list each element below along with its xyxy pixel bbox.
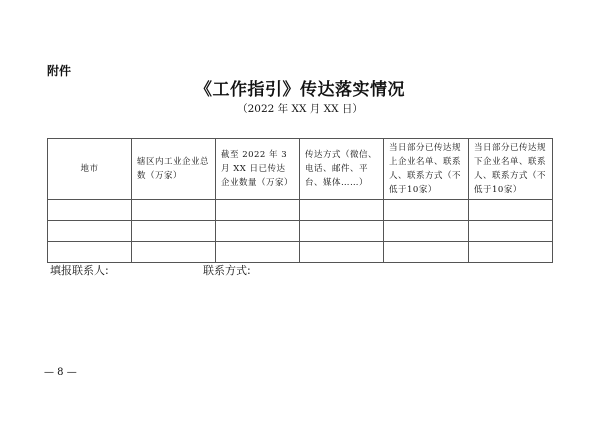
header-below-scale-list: 当日部分已传达规下企业名单、联系人、联系方式（不低于10家）: [469, 139, 553, 200]
table-cell: [469, 242, 553, 263]
table-cell: [216, 242, 300, 263]
table-cell: [48, 221, 132, 242]
header-total-enterprises: 辖区内工业企业总数（万家）: [132, 139, 216, 200]
table-cell: [469, 221, 553, 242]
table-cell: [384, 221, 469, 242]
page-number: — 8 —: [44, 367, 77, 378]
table-cell: [132, 221, 216, 242]
report-table: [47, 138, 553, 263]
header-notify-method: 传达方式（微信、电话、邮件、平台、媒体……）: [300, 139, 384, 200]
table-cell: [216, 221, 300, 242]
table-cell: [300, 221, 384, 242]
table-cell: [300, 242, 384, 263]
table-cell: [48, 242, 132, 263]
table-cell: [216, 200, 300, 221]
contact-person-label: 填报联系人:: [50, 264, 109, 277]
table-cell: [132, 200, 216, 221]
table-cell: [469, 200, 553, 221]
document-date: （2022 年 XX 月 XX 日）: [237, 103, 363, 115]
header-city: 地市: [48, 139, 132, 200]
table-cell: [384, 200, 469, 221]
header-notified-count: 截至 2022 年 3 月 XX 日已传达企业数量（万家）: [216, 139, 300, 200]
table-row: [48, 200, 553, 221]
table-cell: [384, 242, 469, 263]
document-title: 《工作指引》传达落实情况: [195, 80, 405, 100]
table-row: [48, 221, 553, 242]
contact-method-label: 联系方式:: [203, 264, 251, 277]
header-above-scale-list: 当日部分已传达规上企业名单、联系人、联系方式（不低于10家）: [384, 139, 469, 200]
attachment-label: 附件: [47, 64, 72, 78]
table-cell: [132, 242, 216, 263]
table-header-row: [48, 139, 553, 200]
table-cell: [48, 200, 132, 221]
table-row: [48, 242, 553, 263]
table-cell: [300, 200, 384, 221]
